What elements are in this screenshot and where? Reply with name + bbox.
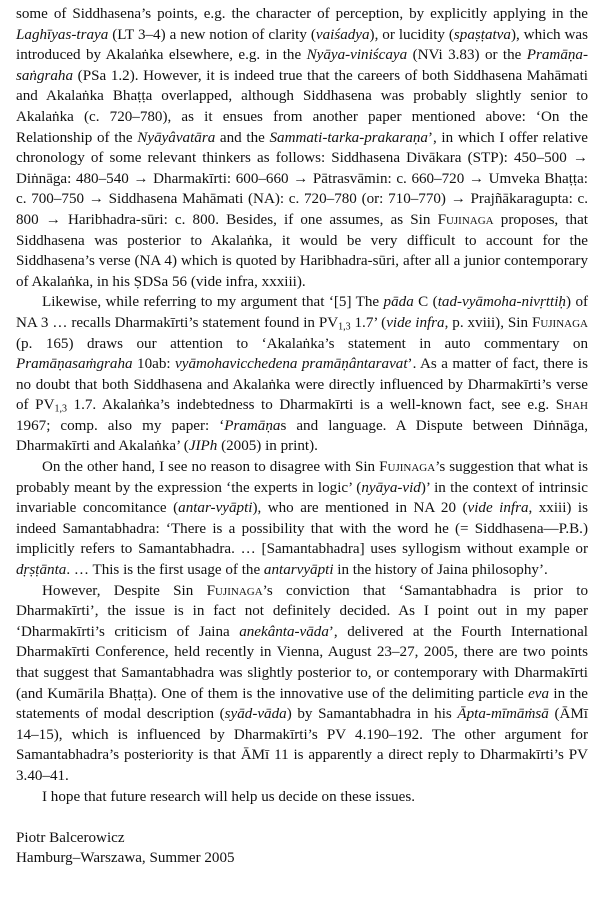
text-run: in the history of Jaina philosophy’. (333, 562, 548, 579)
text-run: , xxiii) is indeed Samantabhadra: ‘There is a possibility that with the word he (= Siddhasena—P.B.) implicitly refers to Samantabhadra. … [Samantabhadra] uses syllogism without example or (16, 500, 588, 558)
italic-term: syād-vāda (224, 706, 287, 723)
text-run: On the other hand, I see no reason to disagree with Sin (42, 459, 380, 476)
author-surname: Fujinaga (531, 314, 588, 331)
italic-term: antarvyāpti (263, 562, 334, 579)
text-run: 1.7’ ( (350, 314, 387, 331)
text-run: (PSa 1.2). However, it is indeed true that the careers of both Siddhasena Mahāmati and Akalaṅka Bhaṭṭa overlapped, although Siddhasena was probably slightly senior to Akalaṅka (c. 720–780), as it ensues from another paper mentioned above: ‘On the Relationship of the (16, 67, 588, 146)
italic-term: Pramāṇa-saṅgraha (16, 47, 588, 84)
text-run: ’, delivered at the Fourth International Dharmakīrti Conference, held recently in Vienna, August 23–27, 2005, there are two points that suggest that Samantabhadra was slightly posterior to, or contemporary with Dharmakīrti (and Kumārila Bhaṭṭa). One of them is the innovative use of the delimiting particle (16, 623, 588, 702)
body-text (16, 4, 588, 807)
author-surname: Shah (555, 397, 588, 414)
italic-term: tad-vyāmoha-nivṛttiḥ (437, 294, 566, 311)
italic-term: pāda (383, 294, 414, 311)
text-run: 10ab: (132, 356, 176, 373)
text-run: (2005) in print). (217, 438, 318, 455)
text-run: ’. As a matter of fact, there is no doubt that both Siddhasena and Akalaṅka were directly influenced by Dharmakīrti’s verse of PV (16, 356, 588, 414)
italic-term: anekânta-vāda (239, 623, 329, 640)
author-surname: Fujinaga (206, 582, 263, 599)
text-run: some of Siddhasena’s points, e.g. the character of perception, by explicitly applying in the (16, 6, 588, 22)
signature-block (16, 828, 588, 868)
place-and-date: Hamburg–Warszawa, Summer 2005 (16, 850, 235, 867)
text-run: ’s conviction that ‘Samantabhadra is prior to Dharmakīrti’, the issue is in fact not definitely decided. As I point out in my paper ‘Dharmakīrti’s criticism of Jaina (16, 582, 588, 640)
paragraph-5 (16, 787, 588, 808)
italic-term: vyāmohavicchedena pramāṇântaravat (175, 356, 408, 373)
text-run: Likewise, while referring to my argument that ‘[5] The (42, 294, 384, 311)
italic-term: Āpta-mīmāṁsā (457, 706, 549, 723)
italic-term: dṛṣṭānta (16, 562, 67, 579)
italic-term: Pramāṇasaṁgraha (16, 356, 133, 373)
text-run: in the statements of modal description ( (16, 685, 588, 723)
italic-term: JIPh (188, 438, 218, 455)
author-surname: Fujinaga (379, 459, 436, 476)
text-run: ) of NA 3 … recalls Dharmakīrti’s statement found in PV (16, 294, 589, 331)
italic-term: spaṣṭatva (453, 26, 511, 43)
subscript-text: 1,3 (54, 403, 67, 415)
italic-term: vaiśadya (315, 26, 370, 43)
text-run: s and language. A Dispute between Diṅnāga, Dharmakīrti and Akalaṅka’ ( (16, 417, 588, 455)
paragraph-4 (16, 581, 588, 787)
italic-term: Pramāṇa (224, 417, 281, 434)
text-run: , p. xviii), Sin (444, 314, 532, 331)
text-run: and the (215, 129, 270, 146)
text-run: However, Despite Sin (42, 582, 207, 599)
subscript-text: 1,3 (338, 321, 351, 333)
text-run: (ĀMī 14–15), which is influenced by Dharmakīrti’s PV 4.190–192. The other argument for Samantabhadra’s posteriority is that ĀMī 11 is apparently a direct reply to Dharmakīrti’s PV 3.40–41. (16, 706, 588, 784)
italic-term: vide infra (467, 500, 529, 517)
text-run: I hope that future research will help us decide on these issues. (42, 788, 416, 805)
italic-term: Laghīyas-traya (16, 26, 109, 43)
text-run: 1.7. Akalaṅka’s indebtedness to Dharmakīrti is a well-known fact, see e.g. (66, 397, 556, 414)
italic-term: Nyāya-viniścaya (306, 47, 408, 64)
text-run: C ( (413, 294, 438, 311)
text-run: )’ in the context of intrinsic invariable concomitance ( (16, 479, 588, 517)
text-run: (p. 165) draws our attention to ‘Akalaṅka’s statement in auto commentary on (16, 335, 588, 352)
author-name: Piotr Balcerowicz (16, 830, 125, 847)
text-run: proposes, that Siddhasena was posterior to Akalaṅka, it would be very difficult to account for the Siddhasena’s verse (NA 4) which is quoted by Haribhadra-sūri, after all a junior contemporary of Akalaṅka, in his ṢDSa 56 (vide infra, xxxiii). (16, 211, 588, 290)
text-run: ), who are mentioned in NA 20 ( (252, 500, 468, 517)
text-run: ’s suggestion that what is probably meant by the expression ‘the experts in logic’ ( (16, 459, 588, 496)
author-surname: Fujinaga (437, 211, 494, 228)
text-run: ), or lucidity ( (369, 26, 454, 43)
paragraph-3 (16, 457, 588, 581)
italic-term: vide infra (386, 314, 445, 331)
italic-term: antar-vyāpti (178, 500, 253, 517)
text-run: ), which was introduced by Akalaṅka elsewhere, e.g. in the (16, 26, 588, 64)
italic-term: Sammati-tarka-prakaraṇa (269, 129, 428, 146)
italic-term: nyāya-vid (361, 479, 421, 496)
text-run: ) by Samantabhadra in his (286, 706, 458, 723)
text-run: (LT 3–4) a new notion of clarity ( (108, 26, 316, 43)
italic-term: Nyāyâvatāra (137, 129, 216, 146)
paragraph-2 (16, 292, 588, 457)
italic-term: eva (528, 685, 550, 702)
text-run: 1967; comp. also my paper: ‘ (16, 417, 225, 434)
text-run: ’, in which I offer relative chronology of some relevant thinkers as follows: Siddhasena Divākara (STP): 450–500 → Diṅnāga: 480–540 → Dharmakīrti: 600–660 → Pātrasvāmin: c. 660–720 → Umveka Bhaṭṭa: c. 700–750 → Siddhasena Mahāmati (NA): c. 720–780 (or: 710–770) → Prajñākaragupta: c. 800 → Haribhadra-sūri: c. 800. Besides, if one assumes, as Sin (16, 129, 589, 228)
text-run: (NVi 3.83) or the (407, 47, 527, 64)
text-run: . … This is the first usage of the (66, 562, 264, 579)
paragraph-1 (16, 4, 588, 292)
